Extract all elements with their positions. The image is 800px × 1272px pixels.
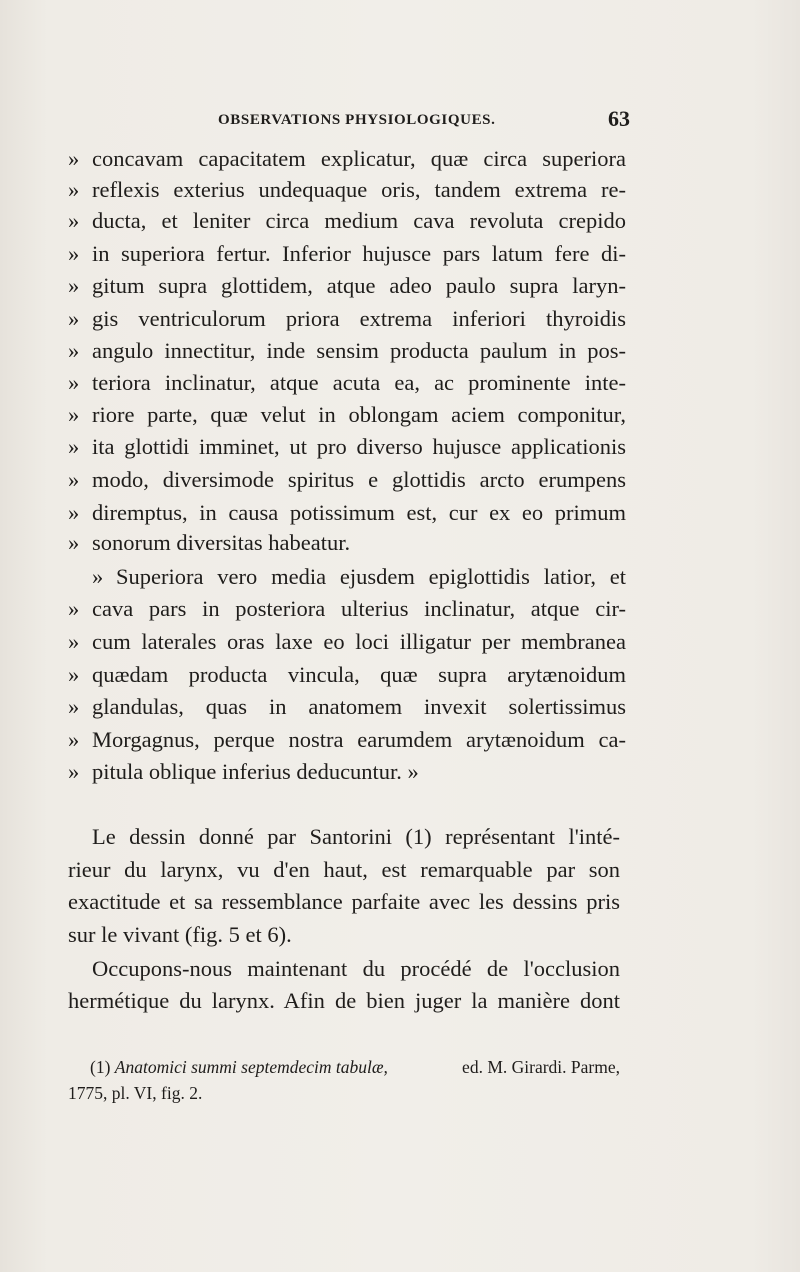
- quote-mark: »: [68, 662, 80, 687]
- quote-mark: »: [68, 629, 80, 654]
- quote-line-text: pitula oblique inferius deducuntur. »: [92, 759, 419, 784]
- quote-line-text: cava pars in posteriora ulterius inclinatur, atque cir-: [92, 596, 626, 621]
- quote-mark: »: [68, 241, 80, 266]
- footnote: [90, 1055, 620, 1079]
- quote-line-text: in superiora fertur. Inferior hujusce pars latum fere di-: [92, 241, 626, 266]
- quote-line-text: modo, diversimode spiritus e glottidis arcto erumpens: [92, 467, 626, 492]
- body-line: hermétique du larynx. Afin de bien juger la manière dont: [68, 988, 620, 1013]
- quote-line-text: ita glottidi imminet, ut pro diverso hujusce applicationis: [92, 434, 626, 459]
- quote-line-text: cum laterales oras laxe eo loci illigatur per membranea: [92, 629, 626, 654]
- quote-line-text: diremptus, in causa potissimum est, cur ex eo primum: [92, 500, 626, 525]
- quote-line-text: ducta, et leniter circa medium cava revoluta crepido: [92, 208, 626, 233]
- footnote-marker: (1): [90, 1057, 111, 1077]
- body-line: exactitude et sa ressemblance parfaite avec les dessins pris: [68, 889, 620, 914]
- footnote-line-2: 1775, pl. VI, fig. 2.: [68, 1083, 203, 1103]
- quote-mark: »: [68, 273, 80, 298]
- quote-line-text: sonorum diversitas habeatur.: [92, 530, 351, 555]
- page-number: 63: [608, 106, 630, 131]
- quote-mark: »: [68, 402, 80, 427]
- footnote-title: Anatomici summi septemdecim tabulæ,: [114, 1057, 388, 1077]
- body-line: rieur du larynx, vu d'en haut, est remarquable par son: [68, 857, 620, 882]
- quote-mark: »: [68, 759, 80, 784]
- quote-mark: »: [68, 500, 80, 525]
- quote-mark: »: [68, 530, 80, 555]
- quote-mark: »: [68, 467, 80, 492]
- running-head: OBSERVATIONS PHYSIOLOGIQUES.: [218, 112, 496, 128]
- quote-mark: »: [68, 694, 80, 719]
- quote-line-text: Superiora vero media ejusdem epiglottidis latior, et: [116, 564, 626, 589]
- footnote-details: ed. M. Girardi. Parme,: [462, 1057, 620, 1077]
- quote-line-text: glandulas, quas in anatomem invexit solertissimus: [92, 694, 626, 719]
- quote-line-text: reflexis exterius undequaque oris, tandem extrema re-: [92, 177, 626, 202]
- quote-mark: »: [68, 434, 80, 459]
- page-header: [218, 106, 630, 136]
- quote-line-text: angulo innectitur, inde sensim producta paulum in pos-: [92, 338, 626, 363]
- quote-mark: »: [68, 146, 80, 171]
- quote-mark: »: [68, 208, 80, 233]
- quote-line-text: concavam capacitatem explicatur, quæ circa superiora: [92, 146, 626, 171]
- quote-mark: »: [68, 370, 80, 395]
- quote-mark: »: [68, 727, 80, 752]
- quote-line-text: riore parte, quæ velut in oblongam aciem componitur,: [92, 402, 626, 427]
- quote-line-text: quædam producta vincula, quæ supra arytænoidum: [92, 662, 626, 687]
- quote-mark: »: [68, 596, 80, 621]
- quote-mark: »: [92, 564, 104, 589]
- quote-mark: »: [68, 338, 80, 363]
- quote-line-text: teriora inclinatur, atque acuta ea, ac prominente inte-: [92, 370, 626, 395]
- body-line: Le dessin donné par Santorini (1) représentant l'inté-: [92, 824, 620, 849]
- quote-mark: »: [68, 306, 80, 331]
- quote-line-text: Morgagnus, perque nostra earumdem arytænoidum ca-: [92, 727, 626, 752]
- quote-mark: »: [68, 177, 80, 202]
- body-line: sur le vivant (fig. 5 et 6).: [68, 922, 292, 947]
- quote-line-text: gitum supra glottidem, atque adeo paulo supra laryn-: [92, 273, 626, 298]
- body-line: Occupons-nous maintenant du procédé de l'occlusion: [92, 956, 620, 981]
- quote-line-text: gis ventriculorum priora extrema inferiori thyroidis: [92, 306, 626, 331]
